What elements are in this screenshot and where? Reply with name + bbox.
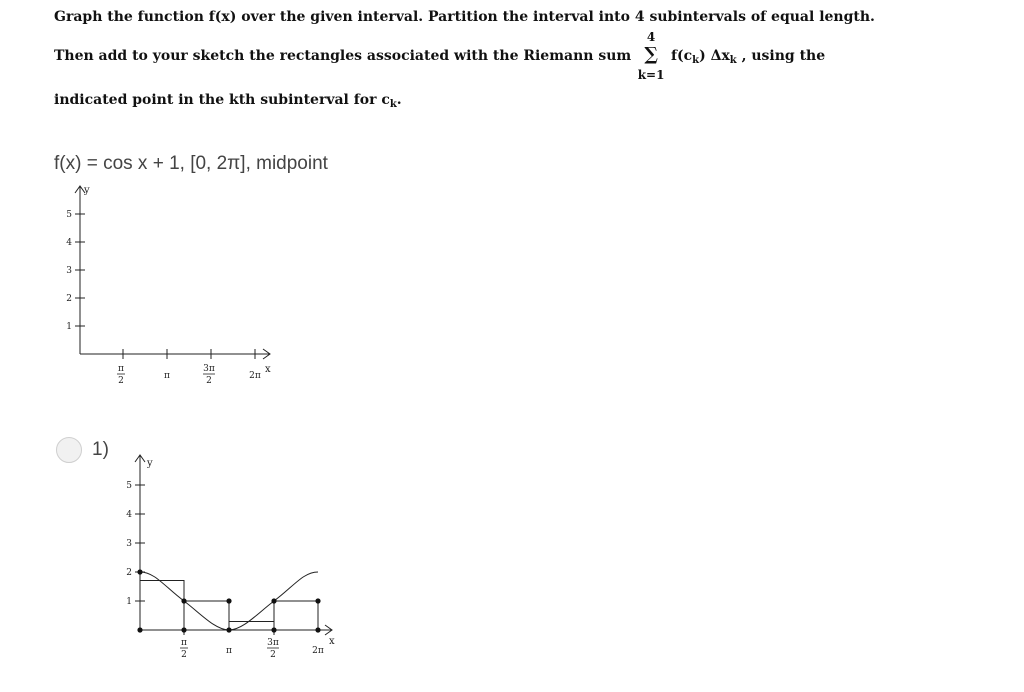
axis-dot-0 (137, 627, 142, 632)
sum-upper-limit: 4 (646, 30, 656, 44)
riemann-rectangle-1 (140, 581, 184, 631)
y-axis-label: y (84, 185, 90, 196)
y-tick-label-3: 3 (66, 266, 72, 276)
y-tick-label-1: 1 (126, 597, 132, 607)
x-tick-label-3pi-half-den: 2 (270, 650, 276, 660)
x-tick-label-2pi: 2π (249, 371, 261, 381)
question-line-2 (54, 30, 826, 82)
x-tick-label-pi-half-den: 2 (181, 650, 187, 660)
question-line-2-suffix: , using the (741, 48, 826, 64)
x-axis-label: x (329, 636, 335, 647)
riemann-sum-notation (637, 30, 665, 82)
y-tick-label-5: 5 (126, 481, 132, 491)
choice-1-graph (110, 448, 350, 668)
question-line-3-end: . (396, 92, 402, 108)
x-tick-label-pi-half-num: π (118, 364, 124, 374)
rect-corner-dot-1 (181, 598, 186, 603)
question-line-3-sub: k (389, 99, 397, 110)
x-tick-label-3pi-half-num: 3π (267, 638, 279, 648)
question-line-3 (54, 92, 402, 108)
rect-corner-dot-2 (226, 598, 231, 603)
y-tick-label-4: 4 (66, 238, 72, 248)
x-tick-label-3pi-half-num: 3π (203, 364, 215, 374)
axis-dot-4 (315, 627, 320, 632)
y-tick-label-2: 2 (126, 568, 132, 578)
y-axis-label: y (147, 458, 153, 469)
sum-term-f: f(c (670, 48, 693, 64)
axis-dot-3 (271, 627, 276, 632)
rect-corner-dot-3 (271, 598, 276, 603)
problem-statement: f(x) = cos x + 1, [0, 2π], midpoint (54, 153, 328, 174)
sigma-icon: ∑ (644, 44, 658, 65)
axis-dot-2 (226, 627, 231, 632)
question-line-3-prefix: indicated point in the kth subinterval for c (54, 92, 390, 108)
blank-graph (48, 176, 288, 396)
x-axis-label: x (265, 364, 271, 375)
axis-dot-1 (181, 627, 186, 632)
y-tick-label-1: 1 (66, 322, 72, 332)
choice-1-label: 1) (92, 439, 109, 460)
sum-term-sub-2: k (729, 55, 737, 66)
rect-corner-dot-4 (315, 598, 320, 603)
sum-lower-limit: k=1 (637, 68, 665, 82)
sum-term-mid: ) Δx (699, 48, 730, 64)
riemann-rectangle-4 (274, 601, 318, 630)
y-tick-label-4: 4 (126, 510, 132, 520)
y-tick-label-3: 3 (126, 539, 132, 549)
choice-1-radio[interactable] (56, 437, 82, 463)
y-tick-label-5: 5 (66, 210, 72, 220)
sum-term-sub-1: k (692, 55, 700, 66)
x-tick-label-pi: π (226, 646, 232, 656)
question-line-1-text: Graph the function f(x) over the given interval. Partition the interval into 4 subintervals of equal length. (54, 9, 875, 25)
x-tick-label-2pi: 2π (312, 646, 324, 656)
question-line-2-prefix: Then add to your sketch the rectangles associated with the Riemann sum (54, 48, 632, 64)
riemann-rectangle-2 (184, 601, 229, 630)
curve-endpoint-dot-1 (137, 569, 142, 574)
x-tick-label-pi: π (164, 371, 170, 381)
x-tick-label-pi-half-den: 2 (118, 376, 124, 386)
y-tick-label-2: 2 (66, 294, 72, 304)
x-tick-label-pi-half-num: π (181, 638, 187, 648)
question-line-1 (54, 9, 875, 25)
x-tick-label-3pi-half-den: 2 (206, 376, 212, 386)
